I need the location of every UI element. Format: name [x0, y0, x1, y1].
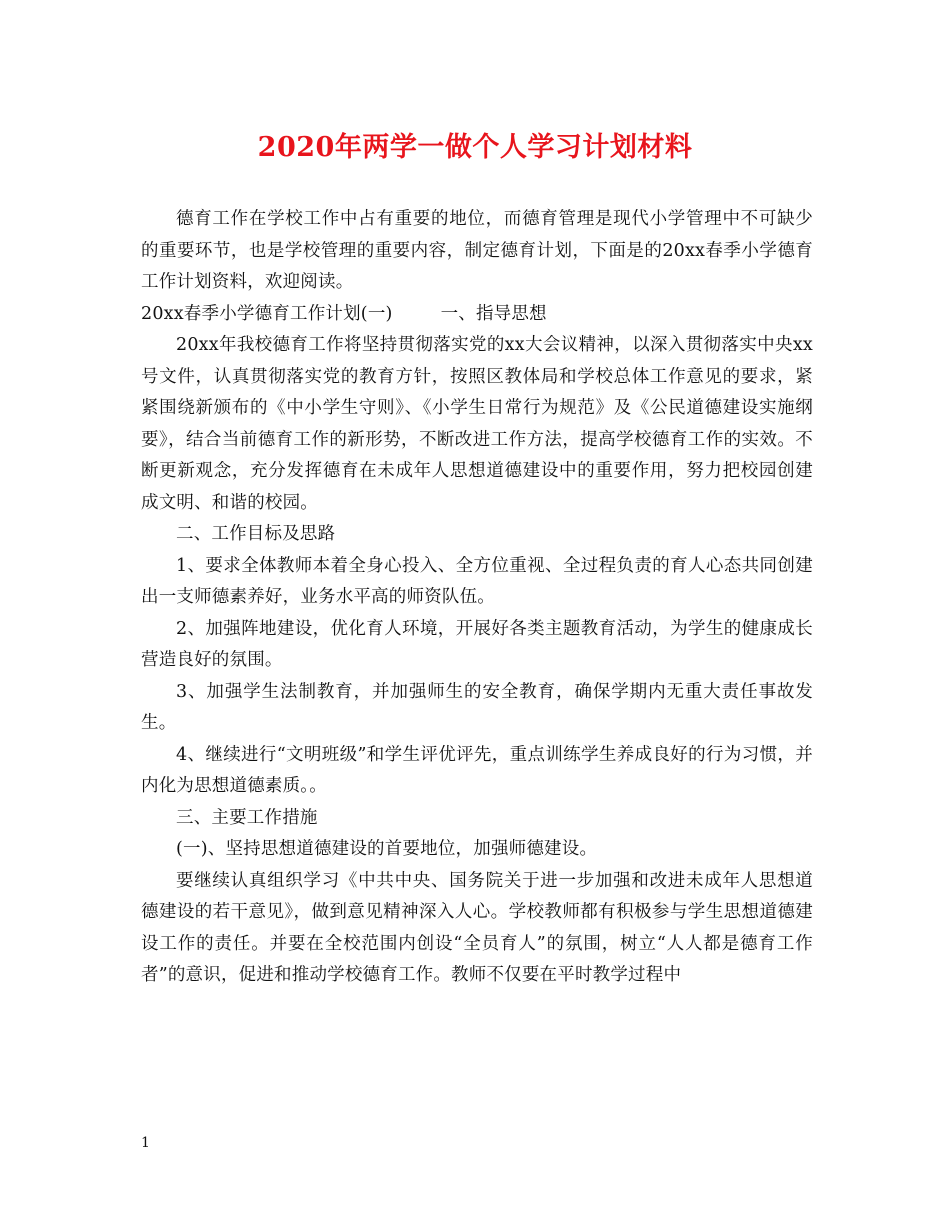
subsection-heading-1: (一)、坚持思想道德建设的首要地位，加强师德建设。 — [176, 839, 598, 859]
list-item-goal-1: 1、要求全体教师本着全身心投入、全方位重视、全过程负责的育人心态共同创建出一支师德素养好，业务水平高的师资队伍。 — [141, 555, 813, 607]
paragraph-plan-heading — [141, 299, 813, 331]
page-number: 1 — [141, 1135, 150, 1151]
plan-title: 20xx春季小学德育工作计划(一) — [141, 303, 393, 324]
document-title: 2020年两学一做个人学习计划材料 — [257, 132, 693, 163]
paragraph-intro: 德育工作在学校工作中占有重要的地位，而德育管理是现代小学管理中不可缺少的重要环节，也是学校管理的重要内容，制定德育计划，下面是的20xx春季小学德育工作计划资料，欢迎阅读。 — [141, 209, 813, 292]
section-heading-measures: 三、主要工作措施 — [176, 807, 318, 828]
paragraph-measures-1: 要继续认真组织学习《中共中央、国务院关于进一步加强和改进未成年人思想道德建设的若干意见》，做到意见精神深入人心。学校教师都有积极参与学生思想道德建设工作的责任。并要在全校范围内创设“全员育人”的氛围，树立“人人都是德育工作者”的意识，促进和推动学校德育工作。教师不仅要在平时教学过程中 — [141, 870, 813, 985]
document-body — [141, 204, 813, 992]
section-heading-goals: 二、工作目标及思路 — [176, 524, 336, 544]
list-item-goal-4: 4、继续进行“文明班级”和学生评优评先，重点训练学生养成良好的行为习惯，并内化为思想道德素质。。 — [141, 744, 813, 796]
list-item-goal-2: 2、加强阵地建设，优化育人环境，开展好各类主题教育活动，为学生的健康成长营造良好的氛围。 — [141, 618, 813, 670]
list-item-goal-3: 3、加强学生法制教育，并加强师生的安全教育，确保学期内无重大责任事故发生。 — [141, 681, 813, 733]
section-heading-guiding-thought: 一、指导思想 — [440, 303, 547, 324]
paragraph-guiding-thought: 20xx年我校德育工作将坚持贯彻落实党的xx大会议精神，以深入贯彻落实中央xx号文件，认真贯彻落实党的教育方针，按照区教体局和学校总体工作意见的要求，紧紧围绕新颁布的《中小学生守则》、《小学生日常行为规范》及《公民道德建设实施纲要》，结合当前德育工作的新形势，不断改进工作方法，提高学校德育工作的实效。不断更新观念，充分发挥德育在未成年人思想道德建设中的重要作用，努力把校园创建成文明、和谐的校园。 — [141, 335, 813, 513]
